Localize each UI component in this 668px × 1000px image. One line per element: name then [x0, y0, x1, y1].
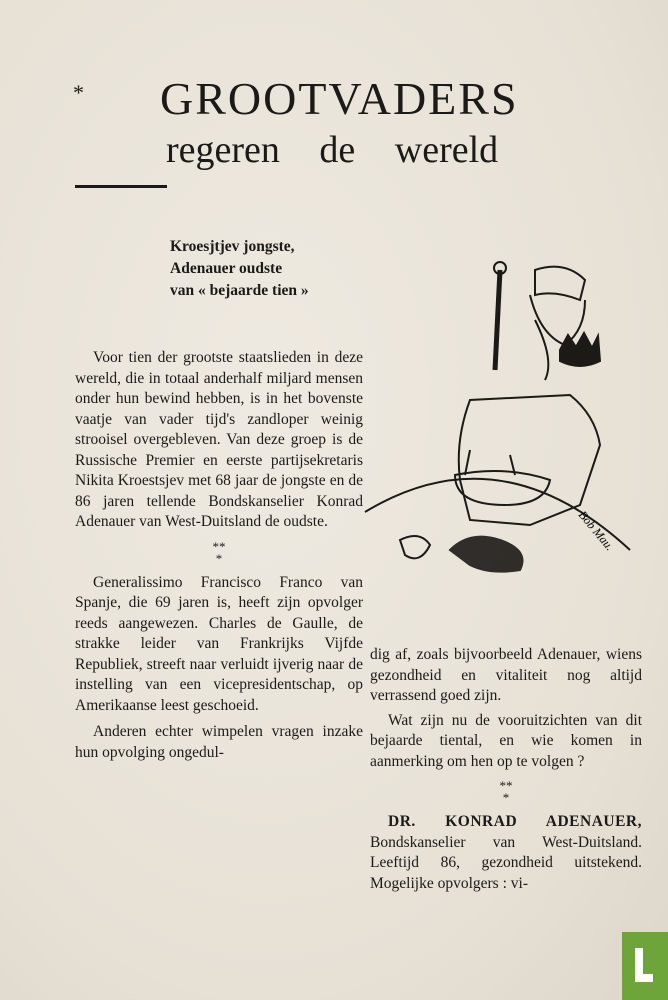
paragraph: Generalissimo Francisco Franco van Spanje, die 69 jaren is, heeft zijn opvolger reeds aangewezen. Charles de Gaulle, de strakke leider van Frankrijks Vijfde Republiek, streeft naar verluidt ijverig naar de instelling van een vicepresidentschap, op Amerikaanse leest geschoeid.	[75, 573, 363, 714]
paragraph	[370, 812, 642, 894]
article-column-1	[75, 348, 363, 763]
section-separator: ** *	[212, 538, 226, 566]
headline-line2: regeren de wereld	[166, 129, 499, 171]
logo-icon	[631, 946, 657, 986]
subheading-line: Kroesjtjev jongste,	[170, 238, 295, 255]
headline-line1: GROOTVADERS	[160, 73, 519, 124]
title-rule	[75, 185, 167, 188]
subheading-line: Adenauer oudste	[170, 260, 283, 277]
article-column-2	[370, 645, 642, 894]
title-star: *	[73, 80, 84, 105]
person-details: Bondskanselier van West-Duitsland. Leeftijd 86, gezondheid uitstekend. Mogelijke opvolgers : vi-	[370, 833, 642, 892]
cartoon-signature: Bob Mau.	[575, 507, 617, 554]
paragraph: Voor tien der grootste staatslieden in deze wereld, die in totaal anderhalf miljard mensen onder hun bewind hebben, is in het bovenste vaatje van vader tijd's zandloper weinig strooisel overgebleven. Van deze groep is de Russische Premier en eerste partijsekretaris Nikita Kroestsjev met 68 jaar de jongste en de 86 jaren tellende Bondskanselier Konrad Adenauer van West-Duitsland de oudste.	[75, 349, 363, 530]
paragraph: Wat zijn nu de vooruitzichten van dit bejaarde tiental, en wie komen in aanmerking om hen op te volgen ?	[370, 711, 642, 770]
paragraph: Anderen echter wimpelen vragen inzake hun opvolging ongedul-	[75, 723, 363, 761]
subheading	[170, 236, 390, 302]
subheading-line: van « bejaarde tien »	[170, 282, 309, 299]
section-separator: ** *	[499, 778, 513, 805]
paragraph: dig af, zoals bijvoorbeeld Adenauer, wiens gezondheid en vitaliteit nog altijd verrassend goed zijn.	[370, 646, 642, 704]
cartoon-illustration	[360, 250, 640, 590]
person-name: DR. KONRAD ADENAUER,	[388, 813, 642, 830]
